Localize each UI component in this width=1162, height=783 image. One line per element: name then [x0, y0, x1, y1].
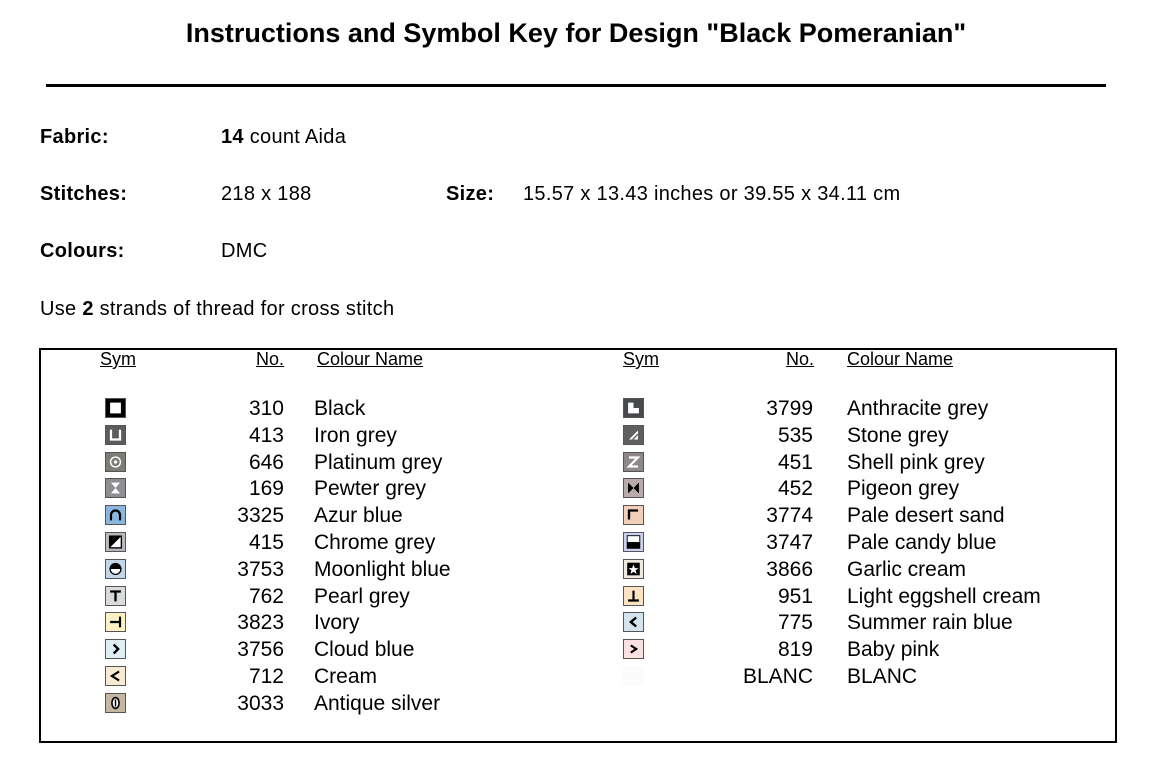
- right-colour-name: Shell pink grey: [847, 450, 985, 474]
- left-colour-number: 169: [248, 477, 284, 501]
- page-title: Instructions and Symbol Key for Design "Black Pomeranian": [185, 18, 967, 48]
- right-colour-number: 775: [777, 611, 813, 635]
- fabric-value: [221, 126, 346, 149]
- right-colour-number: 451: [777, 450, 813, 474]
- left-name-header: Colour Name: [317, 349, 424, 369]
- left-colour-number: 3753: [237, 557, 284, 581]
- left-colour-number: 3756: [237, 638, 284, 662]
- left-no-header: No.: [256, 349, 285, 369]
- left-colour-name: Chrome grey: [314, 531, 436, 554]
- left-colour-name: Pewter grey: [314, 477, 427, 501]
- left-colour-number: 646: [248, 450, 284, 474]
- check-arrow-icon: [105, 639, 126, 659]
- stitches-label: Stitches:: [40, 183, 128, 205]
- stitches-value: 218 x 188: [221, 183, 312, 205]
- hook-arrow-icon: [623, 639, 644, 659]
- right-colour-name: Garlic cream: [847, 557, 967, 581]
- size-value: 15.57 x 13.43 inches or 39.55 x 34.11 cm: [523, 183, 901, 205]
- right-colour-number: BLANC: [742, 665, 813, 688]
- left-colour-name: Antique silver: [314, 691, 441, 715]
- inverted-t-icon: [623, 586, 644, 606]
- star-box-icon: [623, 559, 644, 579]
- left-colour-number: 3325: [237, 504, 284, 528]
- bar-icon: [623, 532, 644, 552]
- u-cup-icon: [105, 425, 126, 445]
- hourglass-icon: [105, 478, 126, 498]
- left-colour-name: Cloud blue: [314, 638, 415, 662]
- left-colour-number: 712: [248, 665, 284, 688]
- right-name-header: Colour Name: [847, 349, 954, 369]
- less-than-icon: [105, 666, 126, 686]
- left-colour-name: Ivory: [314, 611, 360, 635]
- left-colour-name: Pearl grey: [314, 584, 410, 608]
- strands-count: 2: [82, 298, 94, 320]
- right-colour-name: Light eggshell cream: [847, 584, 1041, 608]
- fabric-label: Fabric:: [40, 126, 109, 148]
- left-colour-number: 413: [248, 423, 284, 447]
- left-colour-name: Black: [314, 397, 366, 420]
- left-colour-number: 3033: [237, 691, 284, 715]
- right-colour-number: 3774: [766, 504, 813, 528]
- colours-label: Colours:: [40, 240, 125, 262]
- hollow-square-icon: [105, 398, 126, 418]
- right-colour-name: Pale desert sand: [847, 504, 1005, 528]
- strands-suffix: strands of thread for cross stitch: [99, 298, 395, 320]
- bowtie-icon: [623, 478, 644, 498]
- l-corner-icon: [623, 398, 644, 418]
- right-colour-number: 3866: [766, 557, 813, 581]
- right-colour-number: 819: [777, 638, 813, 662]
- right-colour-number: 3747: [766, 531, 813, 554]
- right-colour-name: Baby pink: [847, 638, 940, 662]
- right-colour-number: 535: [777, 423, 813, 447]
- right-colour-name: Pale candy blue: [847, 531, 997, 554]
- blank-icon: [623, 666, 644, 686]
- corner-bracket-icon: [623, 505, 644, 525]
- dot-circle-icon: [105, 452, 126, 472]
- left-colour-number: 310: [248, 397, 284, 420]
- ring-icon: [105, 693, 126, 713]
- title-divider: [46, 84, 1106, 87]
- size-label: Size:: [446, 183, 495, 205]
- right-colour-name: BLANC: [847, 665, 918, 688]
- fabric-count: 14: [221, 126, 244, 148]
- chevron-icon: [623, 612, 644, 632]
- right-colour-number: 951: [777, 584, 813, 608]
- left-colour-number: 415: [248, 531, 284, 554]
- right-colour-number: 452: [777, 477, 813, 501]
- left-colour-number: 762: [248, 584, 284, 608]
- strands-instruction: [40, 298, 394, 321]
- right-colour-number: 3799: [766, 397, 813, 420]
- right-colour-name: Summer rain blue: [847, 611, 1013, 635]
- left-colour-name: Platinum grey: [314, 450, 443, 474]
- right-colour-name: Anthracite grey: [847, 397, 989, 420]
- left-colour-name: Iron grey: [314, 423, 397, 447]
- left-colour-name: Cream: [314, 665, 378, 688]
- right-colour-name: Pigeon grey: [847, 477, 960, 501]
- strands-prefix: Use: [40, 298, 77, 320]
- half-circle-icon: [105, 559, 126, 579]
- right-sym-header: Sym: [623, 349, 659, 369]
- left-sym-header: Sym: [100, 349, 136, 369]
- z-letter-icon: [623, 452, 644, 472]
- right-no-header: No.: [786, 349, 815, 369]
- t-shape-icon: [105, 586, 126, 606]
- fabric-type: count Aida: [249, 126, 347, 148]
- left-colour-name: Moonlight blue: [314, 557, 451, 581]
- colours-value: DMC: [221, 240, 268, 262]
- left-colour-number: 3823: [237, 611, 284, 635]
- right-colour-name: Stone grey: [847, 423, 949, 447]
- triangle-wedge-icon: [623, 425, 644, 445]
- left-colour-name: Azur blue: [314, 504, 403, 528]
- arch-icon: [105, 505, 126, 525]
- side-t-icon: [105, 612, 126, 632]
- half-diagonal-icon: [105, 532, 126, 552]
